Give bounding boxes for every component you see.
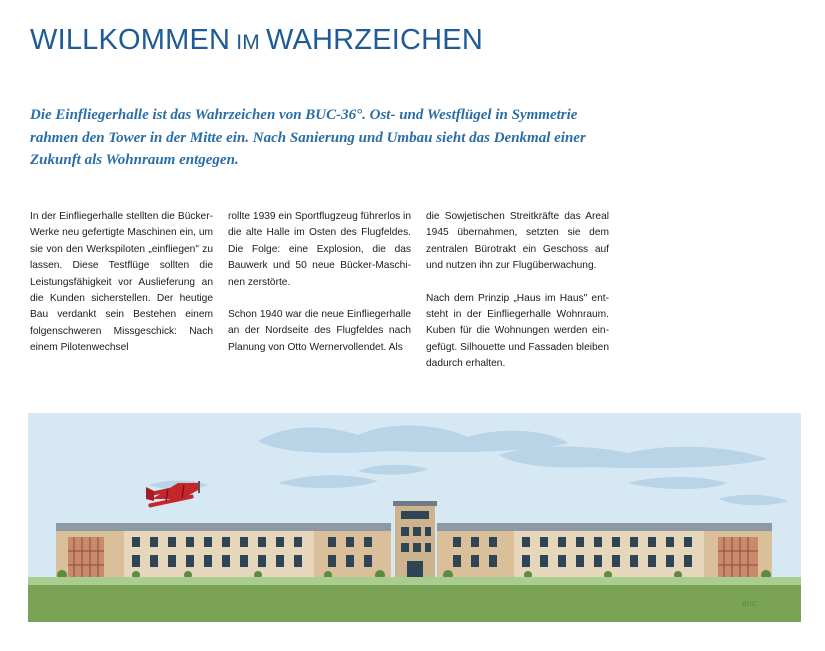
text-column-2 bbox=[228, 209, 411, 373]
lawn-strip bbox=[28, 577, 801, 585]
page-title bbox=[30, 22, 483, 61]
east-wing-roof bbox=[437, 523, 772, 531]
text-column-1 bbox=[30, 209, 213, 373]
illustration-svg bbox=[28, 413, 801, 622]
tower-lantern-window bbox=[401, 511, 429, 519]
column-1-paragraph-1: In der Einfliegerhalle stellten die Bücker-Werke neu gefertigte Maschinen ein, um sie von den Werkspiloten „einfliegen" zu lassen. Diese Testflüge sollten die Leistungsfähigkeit vor Auslieferung an die Kunden sicherstellen. Der heutige Bau verdankt sein Bestehen einem folgenschweren Missgeschick: Nach einem Pilotenwechsel bbox=[30, 211, 213, 354]
intro-lead: Die Einfliegerhalle ist das Wahrzeichen von BUC-36°. Ost- und Westflügel in Symmetrie rahmen den Tower in der Mitte ein. Nach Sanierung und Umbau sieht das Denkmal einer Zukunft als Wohnraum entgegen. bbox=[30, 107, 586, 168]
column-3-paragraph-2: Nach dem Prinzip „Haus im Haus" entsteht in der Einfliegerhalle Wohnraum. Kuben für die Wohnungen werden eingefügt. Silhouette und Fassaden bleiben dadurch erhalten. bbox=[426, 292, 609, 370]
title-word-willkommen: WILLKOMMEN bbox=[30, 24, 231, 56]
building-illustration bbox=[28, 413, 801, 622]
west-wing-glass-corner bbox=[68, 537, 104, 579]
illustration-signature: BUC bbox=[742, 601, 757, 608]
title-word-wahrzeichen: WAHRZEICHEN bbox=[265, 24, 483, 56]
east-wing bbox=[437, 523, 772, 579]
title-word-im: IM bbox=[230, 31, 266, 54]
west-wing-roof bbox=[56, 523, 391, 531]
body-text-columns bbox=[30, 209, 610, 373]
grass-field bbox=[28, 585, 801, 622]
central-tower bbox=[393, 501, 437, 579]
tower-roof bbox=[393, 501, 437, 506]
text-column-3 bbox=[426, 209, 609, 373]
column-3-paragraph-1: die Sowjetischen Streitkräfte das Areal 1945 übernahmen, setzten sie dem zentralen Bürotrakt ein Geschoss auf und nutzen ihn zur Flugüberwachung. bbox=[426, 211, 609, 272]
column-2-paragraph-2: Schon 1940 war die neue Einfliegerhalle an der Nordseite des Flugfeldes nach Planung von Otto Wernervollendet. Als bbox=[228, 309, 411, 353]
column-2-paragraph-1: rollte 1939 ein Sportflugzeug führerlos in die alte Halle im Osten des Flugfeldes. Die Folge: eine Explosion, die das Bauwerk und 50 neue Bücker-Maschinen zerstörte. bbox=[228, 211, 411, 288]
west-wing bbox=[56, 523, 391, 579]
